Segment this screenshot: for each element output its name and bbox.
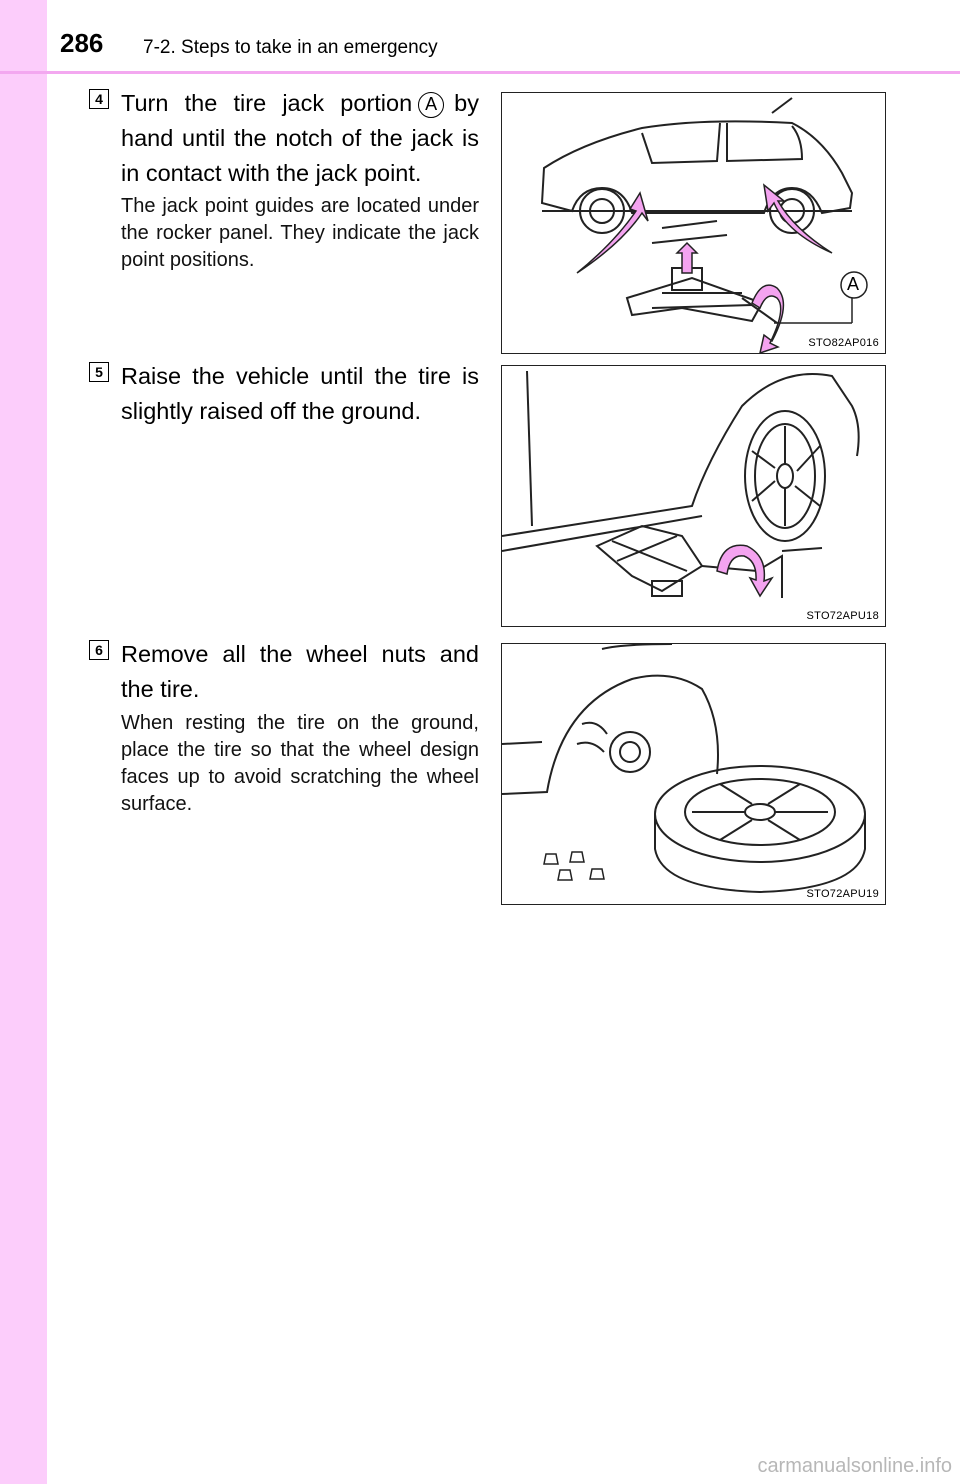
jack-raising-drawing [502,366,886,627]
step-4-instruction [121,86,479,191]
step-6-instruction: Remove all the wheel nuts and the tire. [121,641,479,702]
header-rule [0,71,960,74]
jack-placement-illustration [501,92,886,354]
step-number-badge: 4 [89,89,109,109]
remove-tire-illustration [501,643,886,905]
tire-removal-drawing [502,644,886,905]
figure-id: STO72APU18 [806,610,879,622]
figure-id: STO82AP016 [808,337,879,349]
figure-id: STO72APU19 [806,888,879,900]
section-title: 7-2. Steps to take in an emergency [143,37,438,58]
step-5-instruction: Raise the vehicle until the tire is slightly raised off the ground. [121,363,479,424]
step-4-note: The jack point guides are located under the rocker panel. They indicate the jack point positions. [121,195,479,271]
step-number-badge: 6 [89,640,109,660]
raise-vehicle-illustration [501,365,886,627]
callout-marker-a: A [418,92,444,118]
step-6-note: When resting the tire on the ground, place the tire so that the wheel design faces up to avoid scratching the wheel surface. [121,712,479,815]
watermark: carmanualsonline.info [757,1455,952,1477]
step-4-text-part-1: Turn the tire jack portion [121,90,413,116]
figure-callout-a: A [847,274,860,294]
step-number-badge: 5 [89,362,109,382]
page-number: 286 [60,28,104,58]
step-4-text-part-2: by hand until the notch of the jack is in contact with the jack point. [121,90,479,186]
car-and-jack-drawing [502,93,886,354]
page-side-band [0,0,47,1484]
